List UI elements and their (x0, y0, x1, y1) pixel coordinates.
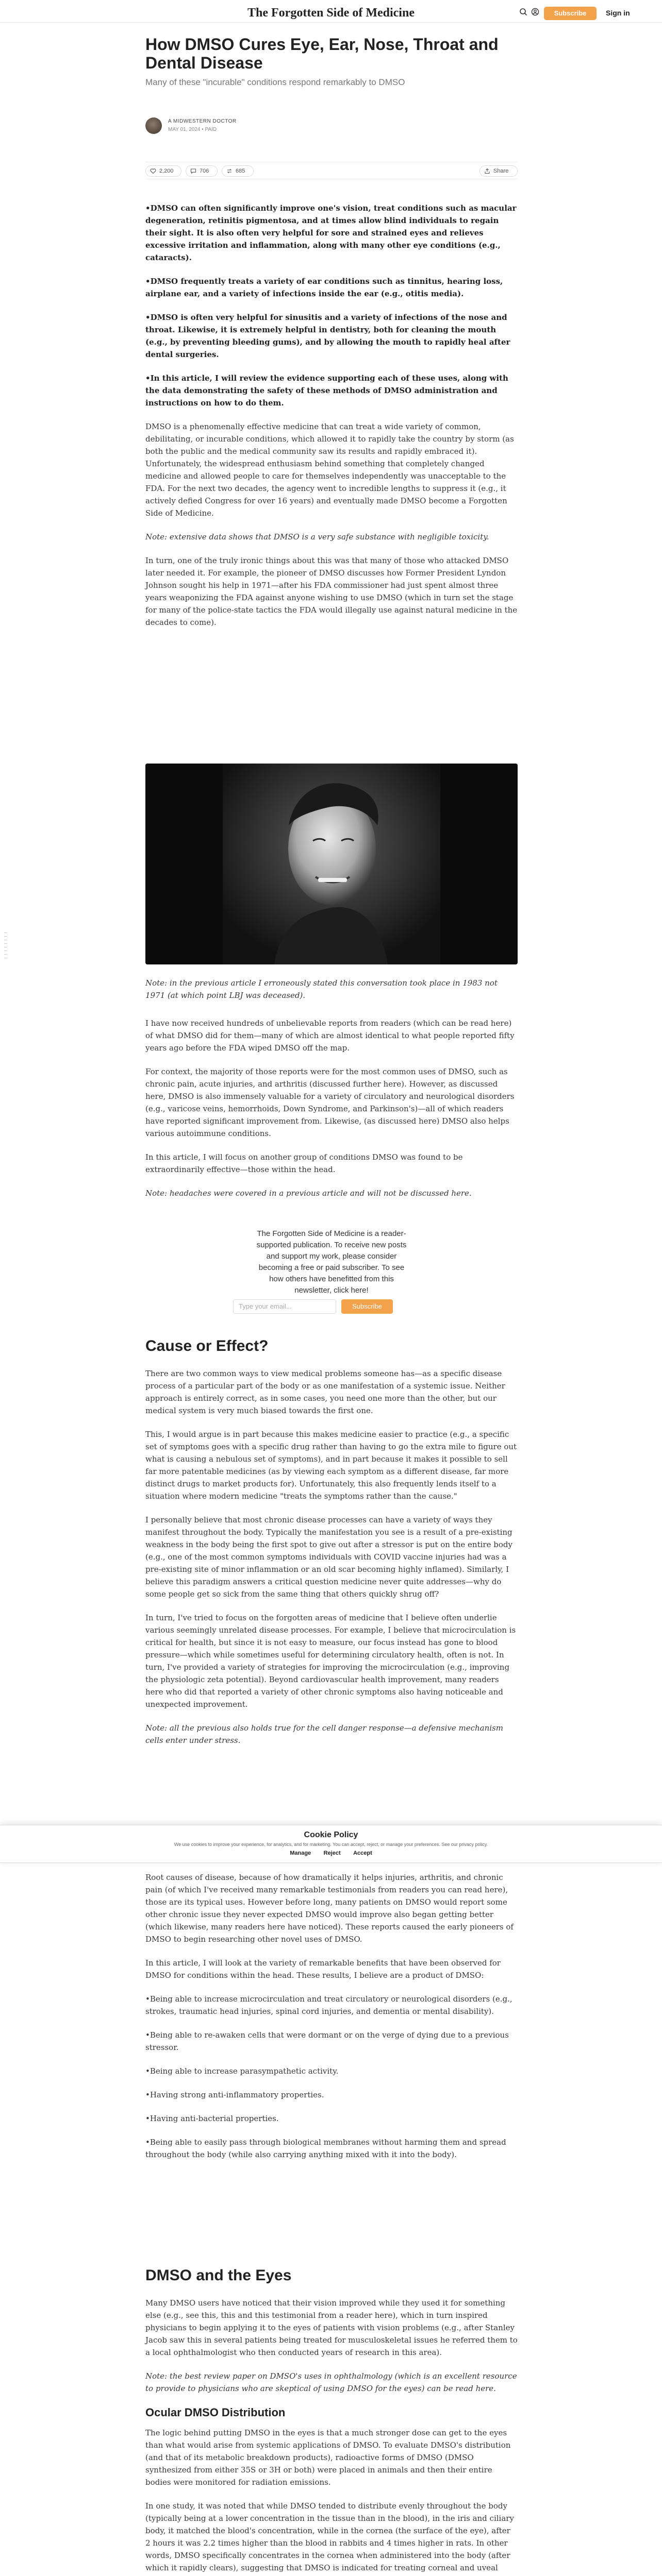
cause-paragraph-2: This, I would argue is in part because this makes medicine easier to practice (e.g., a specific set of symptoms goes with a specific drug rather than having to go the extra mile to figure out what is causing a nebulous set of symptoms), and in part because it makes it possible to sell far more patentable medicines (as by viewing each symptom as a different disease, far more distinct drugs to market products for). Unfortunately, this also frequently lends itself to a situation where modern medicine "treats the symptoms rather than the cause." (145, 1430, 517, 1501)
cause-note: Note: all the previous also holds true for the cell danger response—a defensive mechanism cells enter under stress. (145, 1723, 504, 1745)
intro-bullet-nose-throat: •DMSO is often very helpful for sinusitis and a variety of infections of the nose and throat. Likewise, it is extremely helpful in dentistry, both for cleaning the mouth (e.g., by preventing bleeding gums), and by allowing the mouth to rapidly heal after dental surgeries. (145, 313, 510, 359)
intro-note-safety: Note: extensive data shows that DMSO is a very safe substance with negligible toxicity. (145, 532, 489, 541)
cause-paragraph-1: There are two common ways to view medical problems someone has—as a specific disease process of a particular part of the body or as one manifestation of a systemic issue. Neither approach is entirely correct, as in some cases, you need one more than the other, but our medical system is very much biased towards the first one. (145, 1369, 505, 1415)
ocular-distribution-heading: Ocular DMSO Distribution (145, 2406, 286, 2419)
cause-paragraph-3: I personally believe that most chronic disease processes can have a variety of ways they manifest throughout the body. Typically the manifestation you see is a result of a pre-existing weakness in the body being the first spot to give out after a stressor is put on the entire body (e.g., one of the most common symptoms individuals with COVID vaccine injuries had was a pre-existing site of minor inflammation or an old scar becoming highly inflamed). Similarly, I believe this paradigm answers a critical question medicine never quite addresses—why do some people get so sick from the same thing that others quickly shrug off? (145, 1515, 512, 1599)
intro-paragraph-2: In turn, one of the truly ironic things about this was that many of those who attacked DMSO later needed it. For example, the pioneer of DMSO discusses how Former President Lyndon Johnson sought his help in 1971—after his FDA commissioner had just spent almost three years weaponizing the FDA against anyone wishing to use DMSO (which in turn set the stage for many of the police-state tactics the FDA would illegally use against natural medicine in the decades to come). (145, 556, 518, 627)
intro-bullet-vision: •DMSO can often significantly improve one's vision, treat conditions such as macular degeneration, retinitis pigmentosa, and at times allow blind individuals to regain their sight. It is also often very helpful for sore and strained eyes and relieves excessive irritation and inflammation, along with many other eye conditions (e.g., cataracts). (145, 204, 517, 262)
share-label: Share (493, 168, 509, 174)
benefit-anti-bacterial: •Having anti-bacterial properties. (145, 2114, 279, 2123)
cause-section (145, 1337, 518, 1758)
cookie-reject-button[interactable]: Reject (323, 1850, 341, 1856)
eyes-heading: DMSO and the Eyes (145, 2267, 292, 2284)
promo-subscribe-button[interactable]: Subscribe (341, 1299, 393, 1314)
site-title[interactable]: The Forgotten Side of Medicine (247, 6, 415, 20)
restack-button[interactable] (222, 165, 254, 177)
top-bar (0, 0, 662, 23)
like-count: 2,200 (159, 168, 174, 174)
author-name[interactable]: A MIDWESTERN DOCTOR (168, 118, 237, 124)
subscribe-button[interactable]: Subscribe (544, 7, 597, 20)
eyes-note-review: Note: the best review paper on DMSO's uses in ophthalmology (which is an excellent resource to provide to physicians who are skeptical of using DMSO for the eyes) can be read here. (145, 2371, 517, 2393)
video-caption (145, 977, 518, 1013)
post-actions-bar (145, 162, 518, 179)
comment-count: 706 (200, 168, 209, 174)
cause-continued (145, 1871, 518, 2172)
search-icon[interactable] (519, 8, 527, 16)
eyes-paragraph-3: In one study, it was noted that while DMSO tended to distribute evenly throughout the body (typically being at a lower concentration in the tissue than in the blood), in the iris and ciliary body, it matched the blood's concentration, while in the cornea (the surface of the eye), after 2 hours it was 2.2 times higher than the blood in rabbits and 4 times higher in rats. In other words, DMSO specifically concentrates in the cornea when administered into the body (after which it rapidly clears), suggesting that DMSO is indicated for treating corneal and uveal (145, 2501, 514, 2572)
intro-bullet-ears: •DMSO frequently treats a variety of ear conditions such as tinnitus, hearing loss, airplane ear, and a variety of infections inside the ear (e.g., otitis media). (145, 277, 503, 298)
cookie-title: Cookie Policy (304, 1831, 358, 1839)
benefit-microcirculation: •Being able to increase microcirculation and treat circulatory or neurological disorders (e.g., strokes, traumatic head injuries, spinal cord injuries, and dementia or mental disability). (145, 1994, 512, 2016)
cause-paragraph-6: In this article, I will look at the variety of remarkable benefits that have been observed for DMSO for conditions within the head. These results, I believe are a product of DMSO: (145, 1958, 501, 1980)
comments-button[interactable] (186, 165, 218, 177)
intro-section (145, 202, 518, 640)
cookie-banner (0, 1825, 662, 1863)
profile-icon[interactable] (531, 8, 539, 16)
benefit-membranes: •Being able to easily pass through biological membranes without harming them and spread throughout the body (while also carrying anything mixed with it into the body). (145, 2138, 506, 2159)
mid-section (145, 1017, 518, 1211)
post-date: MAY 01, 2024 • PAID (168, 127, 217, 132)
video-caption-note: Note: in the previous article I erroneously stated this conversation took place in 1983 not 1971 (at which point LBJ was deceased). (145, 978, 498, 1000)
cause-heading: Cause or Effect? (145, 1337, 269, 1354)
table-of-contents-ticks[interactable] (4, 933, 8, 961)
eyes-section (145, 2267, 518, 2576)
article-subtitle: Many of these "incurable" conditions respond remarkably to DMSO (145, 77, 405, 87)
intro-bullet-article-scope: •In this article, I will review the evidence supporting each of these uses, along with the data demonstrating the safety of these methods of DMSO administration and instructions on how to do them. (145, 374, 508, 408)
heart-icon (150, 168, 156, 174)
article-title: How DMSO Cures Eye, Ear, Nose, Throat and Dental Disease (145, 35, 499, 72)
eyes-paragraph-1: Many DMSO users have noticed that their vision improved while they used it for something else (e.g., see this, this and this testimonial from a reader here), which in turn inspired physicians to begin applying it to the eyes of patients with vision problems (e.g., after Stanley Jacob saw this in several patients being treated for musculoskeletal issues he referred them to a local ophthalmologist who then conducted years of research in this area). (145, 2298, 518, 2357)
email-input[interactable]: Type your email... (233, 1299, 336, 1314)
headache-note: Note: headaches were covered in a previous article and will not be discussed here. (145, 1189, 472, 1198)
cookie-accept-button[interactable]: Accept (353, 1850, 372, 1856)
author-row (145, 116, 518, 137)
reader-reports-paragraph: I have now received hundreds of unbelievable reports from readers (which can be read here) of what DMSO did for them—many of which are almost identical to what people reported fifty years ago before the FDA wiped DMSO off the map. (145, 1019, 515, 1053)
benefit-anti-inflammatory: •Having strong anti-inflammatory properties. (145, 2090, 324, 2099)
comment-icon (190, 168, 196, 174)
benefit-reawaken-cells: •Being able to re-awaken cells that were dormant or on the verge of dying due to a previous stressor. (145, 2030, 509, 2052)
share-button[interactable] (479, 165, 518, 177)
cause-paragraph-4: In turn, I've tried to focus on the forgotten areas of medicine that I believe often underlie various seemingly unrelated disease processes. For example, I believe that microcirculation is critical for health, but since it is not easy to measure, our focus instead has gone to blood pressure—which while sometimes useful for determining circulatory health, often is not. In turn, I've provided a variety of strategies for improving the microcirculation (e.g., improving the physiologic zeta potential). Beyond cardiovascular health improvement, many readers here who did that reported a variety of other chronic symptoms also having noticeable and unexpected improvement. (145, 1613, 516, 1709)
restack-count: 685 (236, 168, 245, 174)
article-focus-paragraph: In this article, I will focus on another group of conditions DMSO was found to be extraordinarily effective—those within the head. (145, 1153, 463, 1174)
share-icon (484, 168, 490, 174)
promo-text: The Forgotten Side of Medicine is a reader-supported publication. To receive new posts and support my work, please consider becoming a free or paid subscriber. To see how others have benefitted from this newsletter, click here! (256, 1229, 407, 1295)
video-thumbnail-portrait (145, 764, 518, 964)
cookie-manage-button[interactable]: Manage (290, 1850, 311, 1856)
subscribe-promo (145, 1228, 518, 1296)
benefit-parasympathetic: •Being able to increase parasympathetic activity. (145, 2066, 339, 2076)
cause-paragraph-5: Root causes of disease, because of how dramatically it helps injuries, arthritis, and chronic pain (of which I've received many remarkable testimonials from readers you can read here), those are its typical uses. However before long, many patients on DMSO would report some other chronic issue they never expected DMSO would improve also began getting better (which likewise, many readers here have noticed). These reports caused the early pioneers of DMSO to begin researching other novel uses of DMSO. (145, 1873, 514, 1944)
eyes-paragraph-2: The logic behind putting DMSO in the eyes is that a much stronger dose can get to the eyes than what would arise from systemic applications of DMSO. To evaluate DMSO's distribution (and that of its metabolic breakdown products), radioactive forms of DMSO (DMSO synthesized from either 35S or 3H or both) were placed in animals and then their entire bodies were monitored for radiation emissions. (145, 2428, 511, 2487)
sign-in-link[interactable]: Sign in (606, 9, 630, 17)
restack-icon (226, 168, 233, 174)
article-header (145, 35, 518, 88)
avatar[interactable] (145, 117, 162, 134)
common-uses-paragraph: For context, the majority of those reports were for the most common uses of DMSO, such as chronic pain, acute injuries, and arthritis (discussed further here). However, as discussed here, DMSO is also immensely valuable for a variety of circulatory and neurological disorders (e.g., varicose veins, hemorrhoids, Down Syndrome, and Parkinson's)—all of which readers have reported significant improvement from. Likewise, (as discussed here) DMSO also helps various autoimmune conditions. (145, 1067, 515, 1138)
like-button[interactable] (145, 165, 181, 177)
intro-paragraph-1: DMSO is a phenomenally effective medicine that can treat a wide variety of common, debilitating, or incurable conditions, which allowed it to rapidly take the country by storm (as both the public and the medical community saw its results and rapidly embraced it). Unfortunately, the widespread enthusiasm behind something that completely changed medicine and allowed people to care for themselves independently was unacceptable to the FDA. For the next two decades, the agency went to incredible lengths to suppress it (e.g., it actively defied Congress for over 16 years) and eventually made DMSO become a Forgotten Side of Medicine. (145, 422, 514, 518)
embedded-video[interactable] (145, 764, 518, 964)
cookie-text: We use cookies to improve your experience, for analytics, and for marketing. You can accept, reject, or manage your preferences. See our privacy policy. (174, 1842, 488, 1847)
